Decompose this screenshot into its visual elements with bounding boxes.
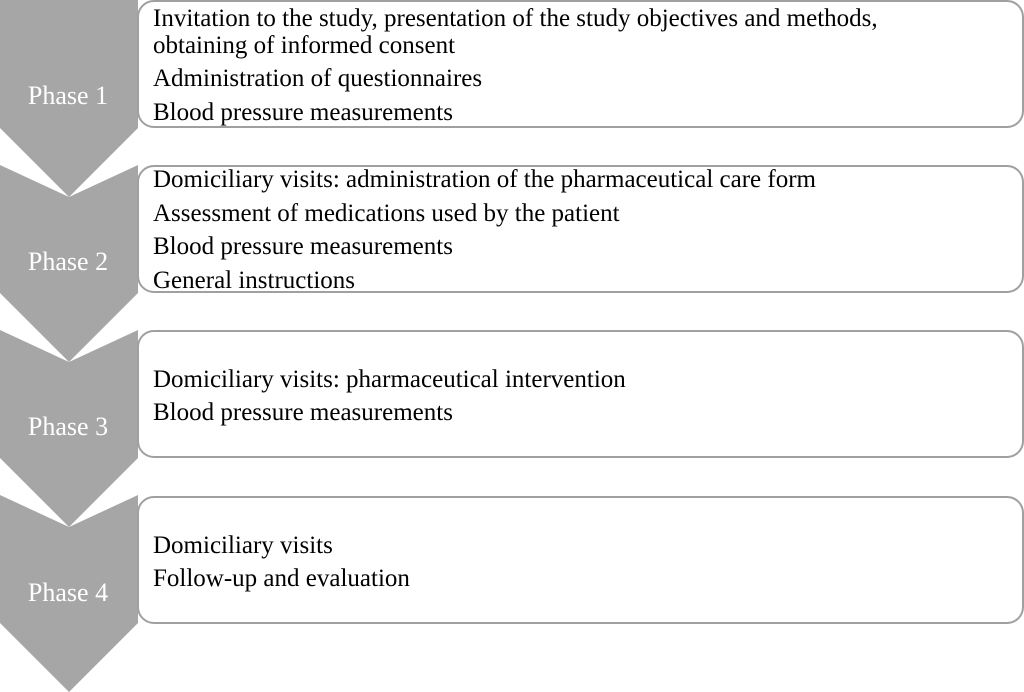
phase-2-item: Blood pressure measurements (153, 233, 453, 260)
phase-1-item: obtaining of informed consent (153, 32, 456, 59)
phase-2-item: General instructions (153, 267, 356, 294)
phase-2-label: Phase 2 (27, 246, 109, 276)
phase-4-label: Phase 4 (27, 577, 109, 607)
phase-4-item: Follow-up and evaluation (153, 565, 410, 592)
phase-4 (0, 495, 1023, 692)
phase-2-item: Domiciliary visits: administration of the pharmaceutical care form (153, 166, 816, 193)
phase-4-item: Domiciliary visits (153, 532, 333, 559)
phase-3-label: Phase 3 (27, 411, 109, 441)
phase-1-label: Phase 1 (27, 80, 109, 110)
phase-1-item: Blood pressure measurements (153, 99, 453, 126)
phase-2-item: Assessment of medications used by the patient (153, 200, 620, 227)
phase-1-item: Invitation to the study, presentation of the study objectives and methods, (153, 5, 878, 32)
phase-1-item: Administration of questionnaires (153, 65, 483, 92)
phase-3-box (138, 331, 1023, 457)
phase-3-item: Blood pressure measurements (153, 399, 453, 426)
phase-3-item: Domiciliary visits: pharmaceutical intervention (153, 366, 626, 393)
phase-4-box (138, 497, 1023, 623)
